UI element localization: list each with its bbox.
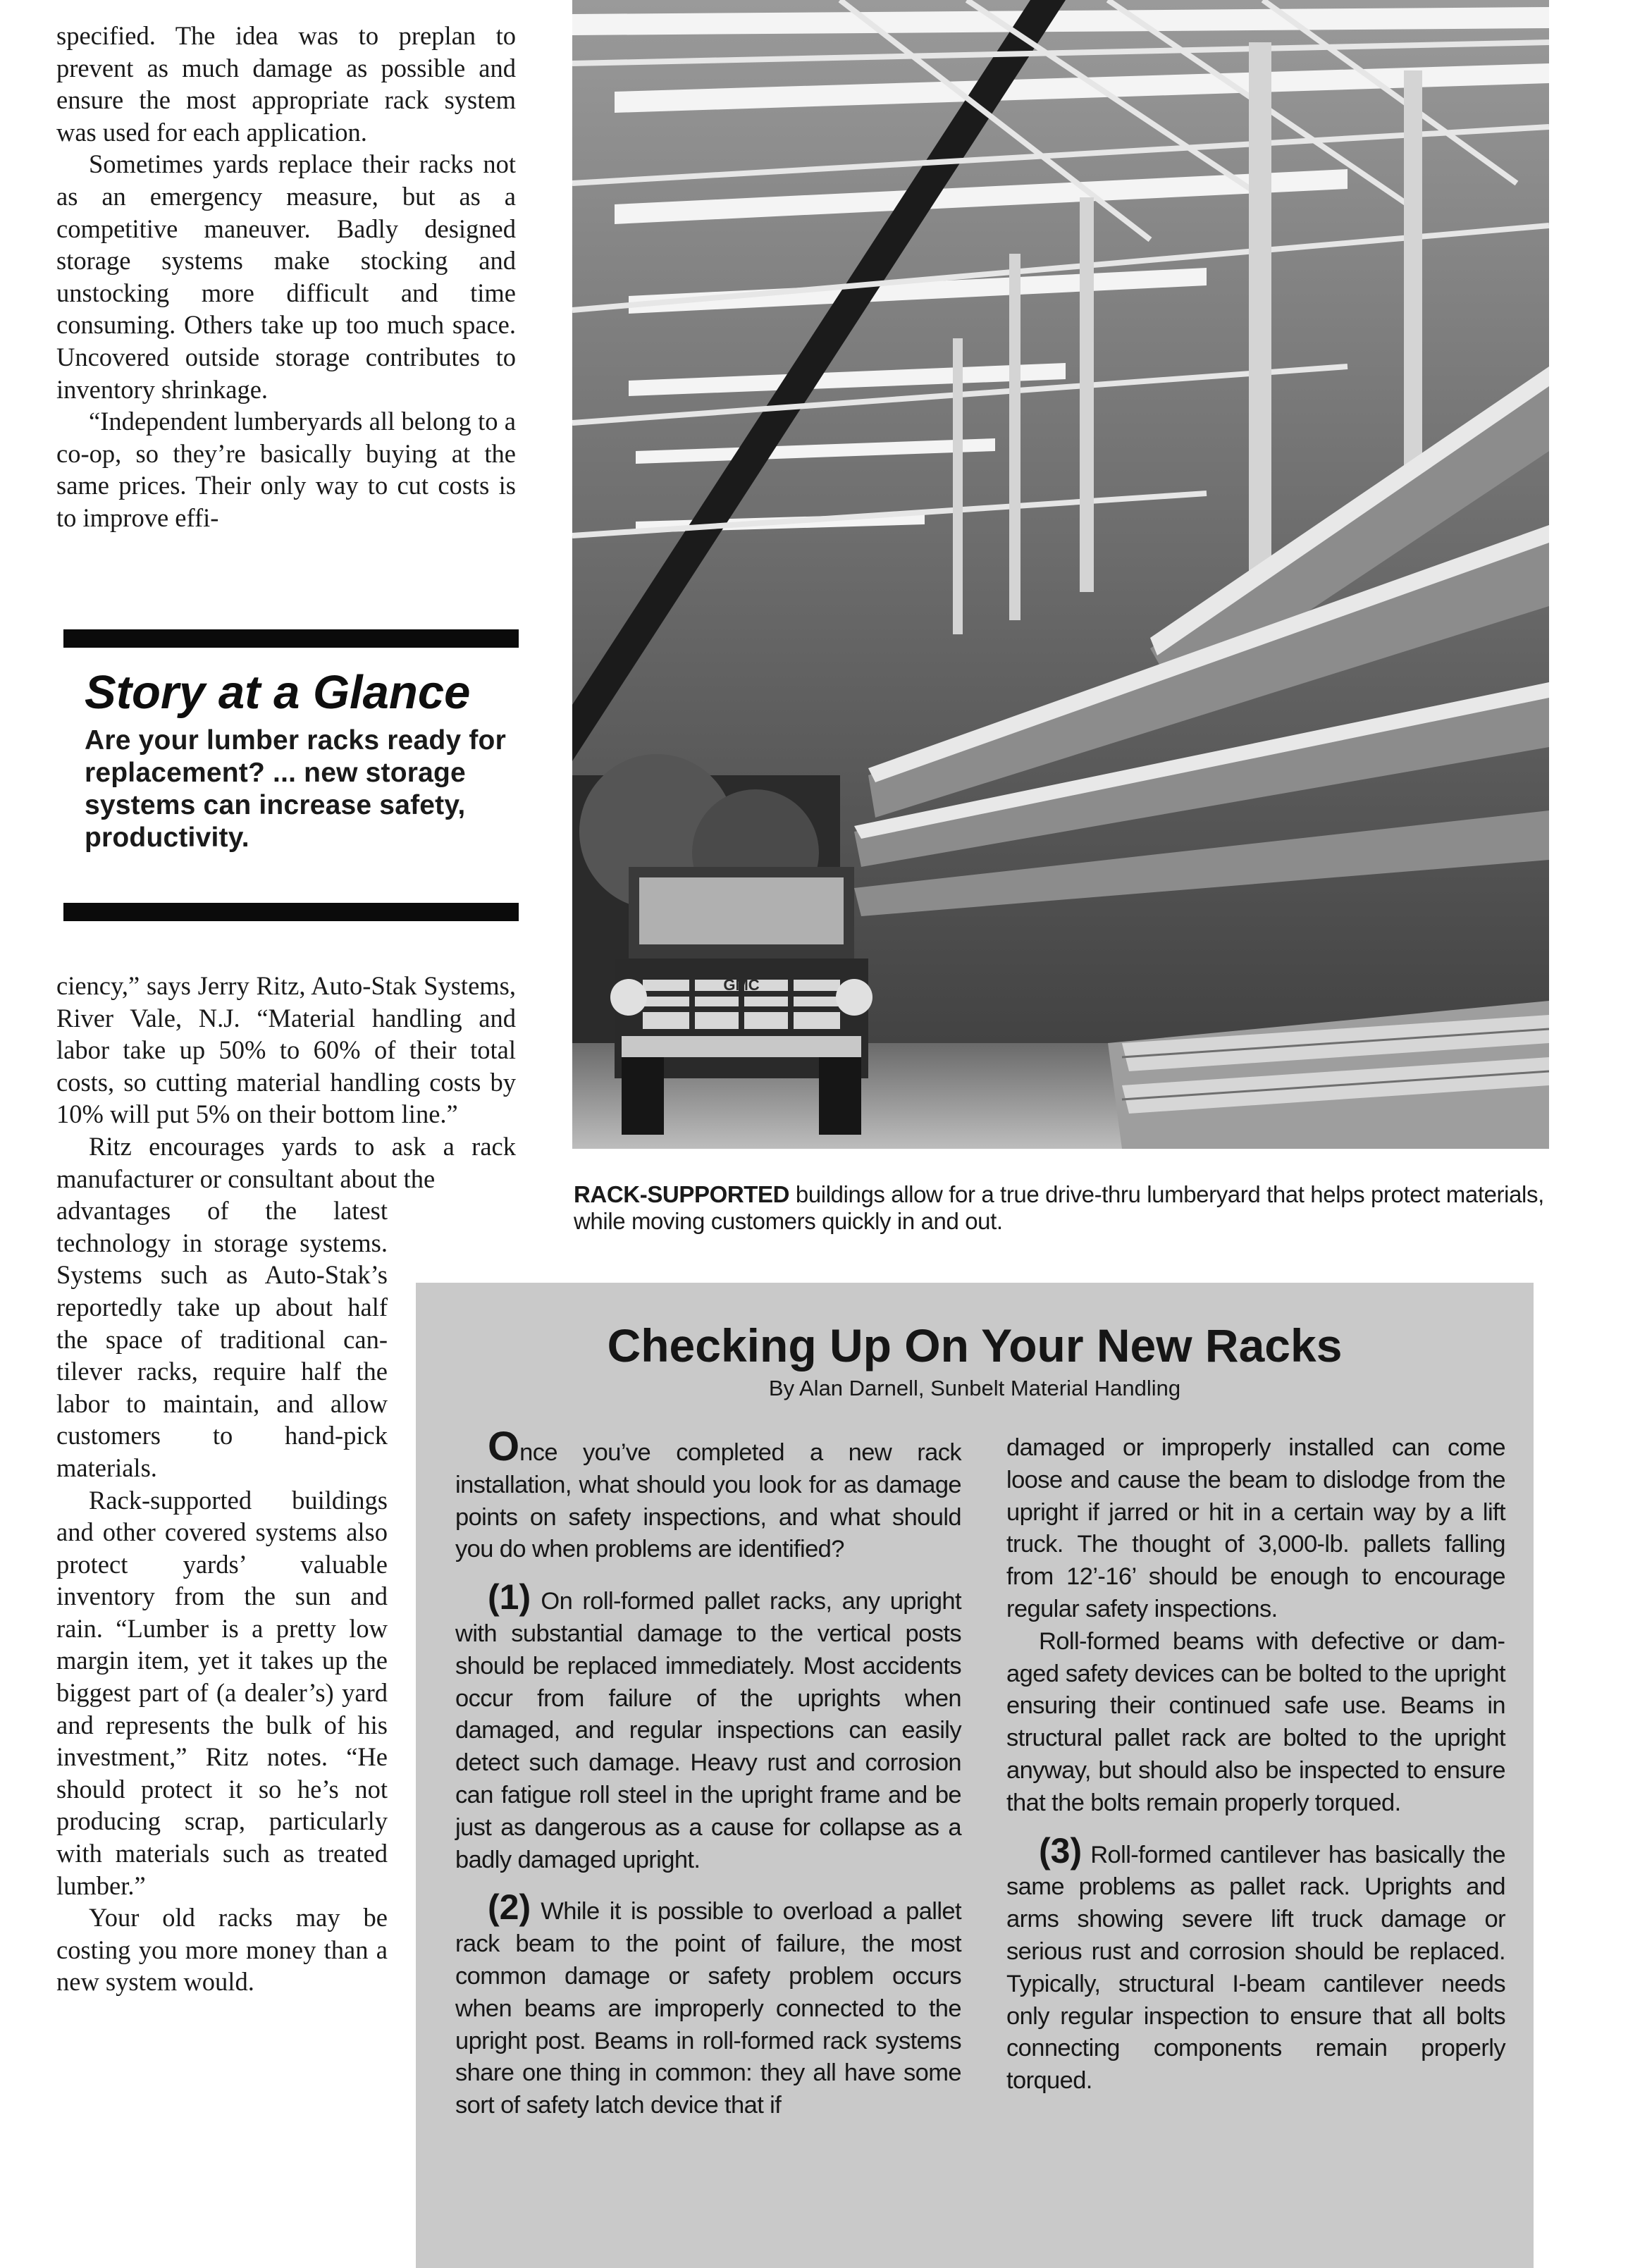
sidebar-intro — [455, 1424, 961, 1566]
article-paragraph: advantages of the latest technology in storage systems. Systems such as Auto-Stak’s reportedly take up about half the space of traditional cantilever racks, require half the labor to maintain, and allow customers to hand-pick materials. — [56, 1196, 388, 1482]
photo-caption — [574, 1181, 1553, 1235]
truck-grille-label: GMC — [723, 976, 760, 994]
article-paragraph: Rack-supported buildings and other covered systems also protect yards’ valuable inventory from the sun and rain. “Lumber is a pretty low margin item, yet it takes up the biggest part of (a dealer’s) yard and represents the bulk of his investment,” Ritz notes. “He should protect it so he’s not producing scrap, particularly with materials such as treated lumber.” — [56, 1485, 388, 1900]
item-number: (2) — [488, 1887, 531, 1928]
glance-summary: Are your lumber racks ready for replacement? ... new storage systems can increase safety, productivity. — [85, 725, 506, 853]
article-paragraph: Ritz encourages yards to ask a rack manufacturer or consultant about the — [56, 1131, 516, 1193]
article-paragraph: specified. The idea was to preplan to prevent as much damage as possible and ensure the most appropriate rack system was used for each application. — [56, 21, 516, 147]
sidebar-item-1 — [455, 1577, 961, 1876]
sidebar-paragraph: damaged or improperly installed can come loose and cause the beam to dislodge from the upright if jarred or hit in a certain way by a lift truck. The thought of 3,000-lb. pallets falling from 12’-16’ should be enough to encourage regular safety inspections. — [1006, 1434, 1505, 1622]
sidebar-intro-text: nce you’ve completed a new rack installation, what should you look for as damage points on safety inspections, and what should you do when problems are identified? — [455, 1439, 961, 1563]
glance-rule-top — [63, 629, 519, 648]
sidebar-item-3 — [1006, 1830, 1505, 2097]
glance-title: Story at a Glance — [85, 666, 471, 719]
item-number: (1) — [488, 1577, 531, 1617]
drop-cap: O — [488, 1424, 520, 1469]
item-text: On roll-formed pallet racks, any upright with substantial damage to the vertical posts should be replaced immediately. Most accidents occur from failure of the uprights when damaged, and regular inspections can easily detect such damage. Heavy rust and corrosion can fatigue roll steel in the upright frame and be just as dangerous as a cause for collapse as a badly damaged upright. — [455, 1588, 961, 1873]
item-text: Roll-formed cantilever has basically the same problems as pallet rack. Uprights and arms showing severe lift truck damage or serious rust and corrosion should be replaced. Typically, structural I-beam cantilever needs only regular inspection to ensure that all bolts connecting components remain properly torqued. — [1006, 1841, 1505, 2095]
sidebar-checking-racks — [416, 1283, 1534, 2268]
article-paragraph: Your old racks may be costing you more money than a new system would. — [56, 1903, 388, 1997]
item-text: While it is possible to overload a pallet rack beam to the point of failure, the most common damage or safety problem occurs when beams are improperly connected to the upright post. Beams in roll-formed rack systems share one thing in common: they all have some sort of safety latch device that if — [455, 1898, 961, 2119]
article-paragraph: Sometimes yards replace their racks not as an emergency measure, but as a competitive maneuver. Badly designed storage systems make stocking and unstocking more difficult and time consuming. Others take up too much space. Uncovered outside storage contributes to inventory shrinkage. — [56, 149, 516, 404]
caption-text: buildings allow for a true drive-thru lumberyard that helps protect materials, while moving customers quickly in and out. — [574, 1181, 1544, 1234]
caption-lead: RACK-SUPPORTED — [574, 1181, 790, 1207]
glance-rule-bottom — [63, 903, 519, 921]
article-paragraph: ciency,” says Jerry Ritz, Auto-Stak Systems, River Vale, N.J. “Material handling and labor take up 50% to 60% of their total costs, so cutting material handling costs by 10% will put 5% on their bottom line.” — [56, 971, 516, 1129]
sidebar-column-right — [1006, 1432, 1505, 2097]
article-paragraph: “Independent lumberyards all belong to a co-op, so they’re basically buying at the same prices. Their only way to cut costs is to improve effi- — [56, 407, 516, 532]
sidebar-paragraph: Roll-formed beams with defective or damaged safety devices can be bolted to the upright ensuring their continued safe use. Beams in structural pallet rack are bolted to the upright anyway, but should also be inspected to ensure that the bolts remain properly torqued. — [1006, 1627, 1505, 1816]
warehouse-photo — [572, 0, 1549, 1149]
sidebar-byline: By Alan Darnell, Sunbelt Material Handling — [768, 1376, 1181, 1400]
sidebar-column-left — [455, 1424, 961, 2122]
sidebar-item-2 — [455, 1887, 961, 2122]
item-number: (3) — [1039, 1830, 1083, 1871]
story-at-a-glance — [85, 665, 514, 854]
article-column-top — [56, 20, 516, 534]
sidebar-title: Checking Up On Your New Racks — [607, 1319, 1343, 1372]
